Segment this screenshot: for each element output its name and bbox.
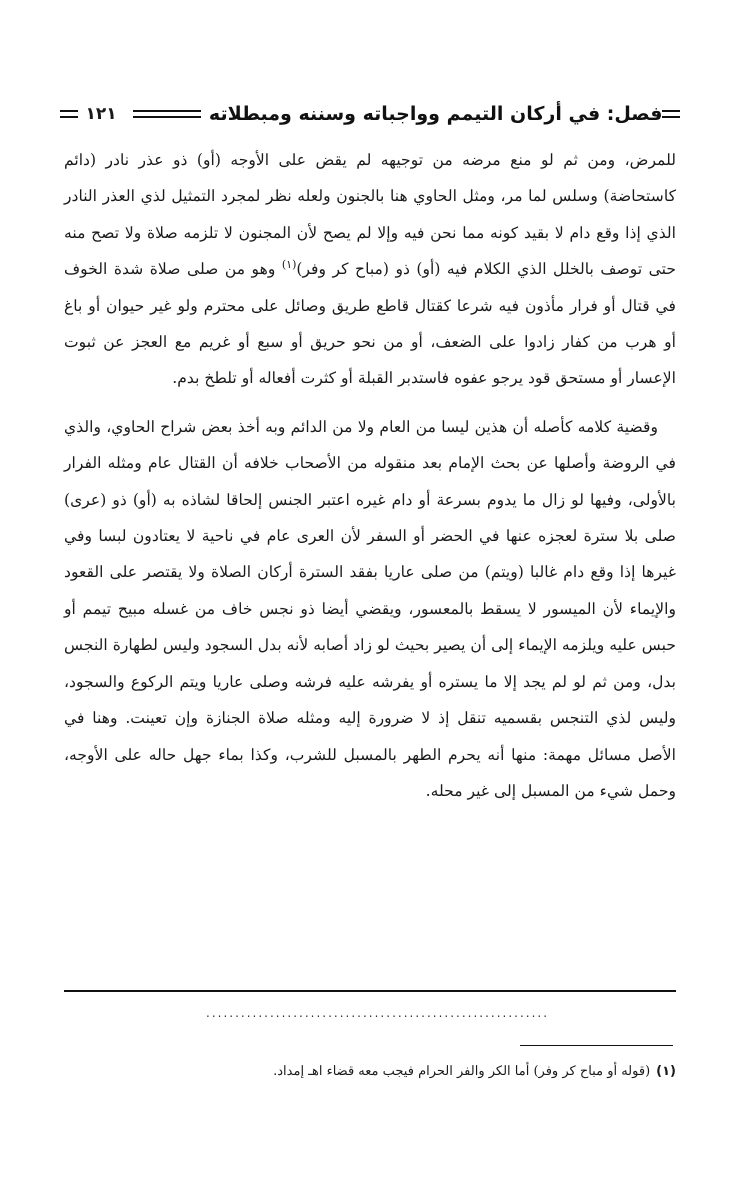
footnote-reference: (١): [281, 258, 297, 272]
running-header: [60, 96, 680, 132]
header-rule-right: [662, 110, 680, 118]
dotted-separator: ...........................................................: [206, 1006, 550, 1020]
footnote-number: (١): [656, 1064, 676, 1079]
chapter-title: فصل: في أركان التيمم وواجباته وسننه ومبطلاته: [208, 103, 663, 125]
paragraph-1: [64, 142, 676, 397]
footnote-separator: [520, 1045, 673, 1046]
header-rule-left: [60, 110, 78, 118]
footer-divider: [64, 990, 676, 992]
paragraph-1-text: للمرض، ومن ثم لو منع مرضه من توجيهه لم يقض على الأوجه (أو) ذو عذر نادر (دائم كاستحاضة) وسلس لما مر، ومثل الحاوي هنا بالجنون ولعله نظر لمجرد التمثيل لذي العذر النادر الذي إذا وقع دام لا بقيد كونه مما نحن فيه وإلا لم يصح لأن المجنون لا تلزمه صلاة ولا تصح منه حتى توصف بالخلل الذي الكلام فيه (أو) ذو (مباح كر وفر): [64, 151, 676, 279]
footnote: [200, 1060, 676, 1084]
main-text: [64, 142, 676, 809]
paragraph-2: وقضية كلامه كأصله أن هذين ليسا من العام ولا من الدائم وبه أخذ بعض شراح الحاوي، والذي في الروضة وأصلها عن بحث الإمام بعد منقوله من الأصحاب خلافه أن القتال عام ومثله الفرار بالأولى، وفيها لو زال ما يدوم بسرعة أو دام غيره اعتبر الجنس إلحاقا لشاذه به (أو) ذو (عرى) صلى بلا سترة لعجزه عنها في الحضر أو السفر لأن العرى عام في ناحية لا يعتادون لبسا وفي غيرها إذا وقع دام غالبا (ويتم) من صلى عاريا بفقد السترة أركان الصلاة ولا يقتصر على القعود والإيماء لأن الميسور لا يسقط بالمعسور، ويقضي أيضا ذو نجس خاف من غسله مبيح تيمم أو حبس عليه ويلزمه الإيماء إلى أن يصير بحيث لو زاد أصابه لأنه بدل السجود وليس لطهارة النجس بدل، ومن ثم لو لم يجد إلا ما يستره أو يفرشه عليه فرشه وصلى عاريا ويتم الركوع والسجود، وليس لذي التنجس بقسميه تنقل إذ لا ضرورة إليه ومثله صلاة الجنازة وإن تعينت. وهنا في الأصل مسائل مهمة: منها أنه يحرم الطهر بالمسبل للشرب، وكذا بماء جهل حاله على الأوجه، وحمل شيء من المسبل إلى غير محله.: [64, 417, 676, 800]
header-rule-middle: [133, 110, 201, 118]
page-number: ١٢١: [85, 104, 117, 124]
paragraph-1-continuation: وهو من صلى صلاة شدة الخوف في قتال أو فرار مأذون فيه شرعا كقتال قاطع طريق وصائل على محترم ولو غير حيوان أو باغ أو هرب من كفار زادوا على الضعف، أو من نحو حريق أو سبع أو غريم مع العجز عن ثبوت الإعسار أو مستحق قود يرجو عفوه فاستدبر القبلة أو كثرت أفعاله أو تلطخ بدم.: [64, 260, 677, 388]
footnote-text: (قوله أو مباح كر وفر) أما الكر والفر الحرام فيجب معه قضاء اهـ إمداد.: [273, 1064, 651, 1079]
